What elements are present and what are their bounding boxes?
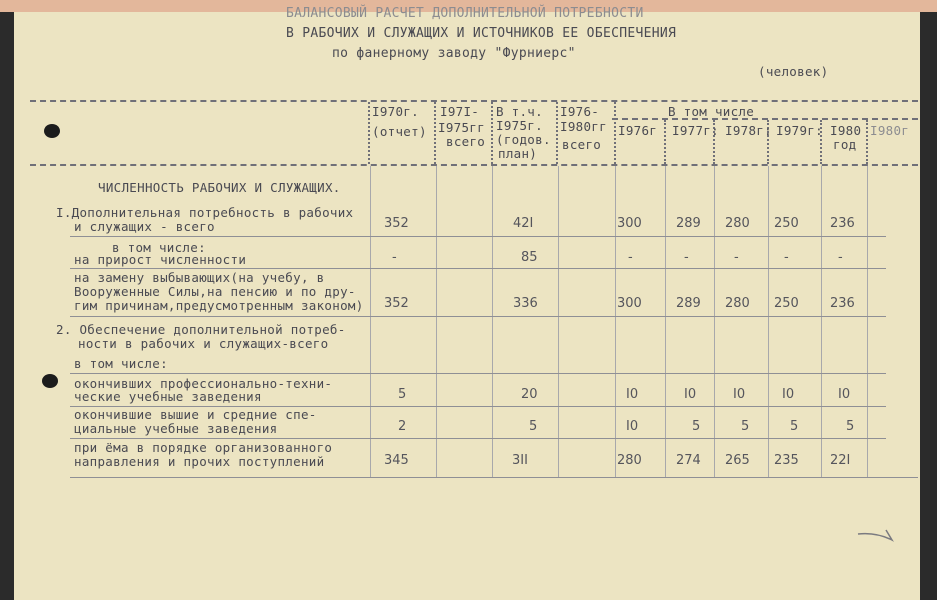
header-divider-6 xyxy=(664,120,666,164)
header-1980-overtype: I980г xyxy=(870,123,910,138)
header-1980-a: I980 xyxy=(830,123,862,138)
row3-1975: 336 xyxy=(513,296,538,311)
row5-1975: 20 xyxy=(521,387,538,402)
header-divider-4 xyxy=(556,102,558,164)
row6-1975: 5 xyxy=(529,419,538,434)
header-divider-1 xyxy=(368,102,370,164)
header-1976: I976г xyxy=(618,123,658,138)
row5-1980: I0 xyxy=(838,387,851,402)
row1-1976: 300 xyxy=(617,216,642,231)
header-divider-2 xyxy=(434,102,436,164)
header-1980-b: год xyxy=(833,137,857,152)
title-line-2: В РАБОЧИХ И СЛУЖАЩИХ И ИСТОЧНИКОВ ЕЕ ОБЕСПЕЧЕНИЯ xyxy=(286,26,677,41)
header-1979: I979г: xyxy=(776,123,823,138)
col-rule-7 xyxy=(714,166,715,478)
row2-label-1: в том числе: xyxy=(112,240,206,255)
header-7175-b: I975гг xyxy=(438,120,485,135)
row1-1975: 42I xyxy=(513,216,534,231)
row1-1978: 280 xyxy=(725,216,750,231)
col-rule-4 xyxy=(558,166,559,478)
title-line-1: БАЛАНСОВЫЙ РАСЧЕТ ДОПОЛНИТЕЛЬНОЙ ПОТРЕБНОСТИ xyxy=(286,6,644,21)
row3-label-2: Вооруженные Силы,на пенсию и по дру- xyxy=(74,284,356,299)
pencil-check-mark-icon xyxy=(856,520,896,544)
header-top-rule xyxy=(30,100,918,102)
row1-1970: 352 xyxy=(384,216,409,231)
row1-1977: 289 xyxy=(676,216,701,231)
row6-1980: 5 xyxy=(846,419,855,434)
title-line-3: по фанерному заводу "Фурниерс" xyxy=(332,46,576,61)
row-rule-6 xyxy=(70,438,886,439)
col-rule-1 xyxy=(370,166,371,478)
col-rule-2 xyxy=(436,166,437,478)
row6-1979: 5 xyxy=(790,419,799,434)
row-rule-3 xyxy=(70,316,886,317)
row5-label-2: ческие учебные заведения xyxy=(74,389,262,404)
row5-1979: I0 xyxy=(782,387,795,402)
row7-label-2: направления и прочих поступлений xyxy=(74,454,325,469)
header-1975-c: (годов. xyxy=(496,132,551,147)
header-1978: I978г: xyxy=(725,123,772,138)
header-sub-rule xyxy=(612,118,918,120)
col-rule-6 xyxy=(665,166,666,478)
row-rule-7 xyxy=(70,477,918,478)
row-rule-2 xyxy=(70,268,886,269)
row5-1978: I0 xyxy=(733,387,746,402)
header-1975-a: В т.ч. xyxy=(496,104,543,119)
header-incl: В том числе xyxy=(668,104,755,119)
header-1975-d: план) xyxy=(498,146,538,161)
row3-1970: 352 xyxy=(384,296,409,311)
section-title: ЧИСЛЕННОСТЬ РАБОЧИХ И СЛУЖАЩИХ. xyxy=(98,180,341,195)
row7-1970: 345 xyxy=(384,453,409,468)
row7-1980: 22I xyxy=(830,453,851,468)
row-rule-1 xyxy=(70,236,886,237)
row4-label-1: 2. Обеспечение дополнительной потреб- xyxy=(56,322,346,337)
row2-1979: - xyxy=(784,250,789,265)
row3-1976: 300 xyxy=(617,296,642,311)
header-7175-c: всего xyxy=(446,134,486,149)
row3-1978: 280 xyxy=(725,296,750,311)
row6-1976: I0 xyxy=(626,419,639,434)
row1-1979: 250 xyxy=(774,216,799,231)
col-rule-8 xyxy=(768,166,769,478)
header-divider-5 xyxy=(614,102,616,164)
row5-1970: 5 xyxy=(398,387,407,402)
row2-1980: - xyxy=(838,250,843,265)
row3-label-3: гим причинам,предусмотренным законом) xyxy=(74,298,364,313)
row6-1977: 5 xyxy=(692,419,701,434)
row5-1976: I0 xyxy=(626,387,639,402)
header-1975-b: I975г. xyxy=(496,118,543,133)
col-rule-9 xyxy=(821,166,822,478)
row7-1979: 235 xyxy=(774,453,799,468)
row7-1975: 3II xyxy=(512,453,528,468)
row-rule-4 xyxy=(70,373,886,374)
punch-hole-bottom xyxy=(42,374,58,388)
row3-1979: 250 xyxy=(774,296,799,311)
header-7680-a: I976- xyxy=(560,104,600,119)
row5-label-1: окончивших профессионально-техни- xyxy=(74,376,333,391)
row6-label-2: циальные учебные заведения xyxy=(74,421,278,436)
header-1977: I977г: xyxy=(672,123,719,138)
col-rule-10 xyxy=(867,166,868,478)
row2-1970: - xyxy=(392,250,397,265)
header-1970-b: (отчет) xyxy=(372,124,427,139)
row6-1978: 5 xyxy=(741,419,750,434)
row1-1980: 236 xyxy=(830,216,855,231)
header-1970-a: I970г. xyxy=(372,104,419,119)
row5-1977: I0 xyxy=(684,387,697,402)
row7-1978: 265 xyxy=(725,453,750,468)
row1-label-2: и служащих - всего xyxy=(74,219,215,234)
header-divider-3 xyxy=(491,102,493,164)
row4-label-2: ности в рабочих и служащих-всего xyxy=(78,336,329,351)
row3-label-1: на замену выбывающих(на учебу, в xyxy=(74,270,325,285)
row7-1977: 274 xyxy=(676,453,701,468)
header-7175-a: I97I- xyxy=(440,104,480,119)
row2-1977: - xyxy=(684,250,689,265)
row2-1976: - xyxy=(628,250,633,265)
row7-label-1: при ёма в порядке организованного xyxy=(74,440,333,455)
row1-label-1: I.Дополнительная потребность в рабочих xyxy=(56,205,354,220)
row7-1976: 280 xyxy=(617,453,642,468)
row6-label-1: окончившие вышие и средние спе- xyxy=(74,407,317,422)
col-rule-5 xyxy=(615,166,616,478)
header-7680-c: всего xyxy=(562,137,602,152)
unit-label: (человек) xyxy=(758,64,829,79)
header-bottom-rule xyxy=(30,164,918,166)
row3-1977: 289 xyxy=(676,296,701,311)
row2-1975: 85 xyxy=(521,250,538,265)
punch-hole-top xyxy=(44,124,60,138)
header-divider-10 xyxy=(866,120,868,164)
row3-1980: 236 xyxy=(830,296,855,311)
col-rule-3 xyxy=(492,166,493,478)
row4-label-3: в том числе: xyxy=(74,356,168,371)
header-7680-b: I980гг xyxy=(560,119,607,134)
row2-1978: - xyxy=(734,250,739,265)
row6-1970: 2 xyxy=(398,419,407,434)
row2-label-2: на прирост численности xyxy=(74,252,247,267)
